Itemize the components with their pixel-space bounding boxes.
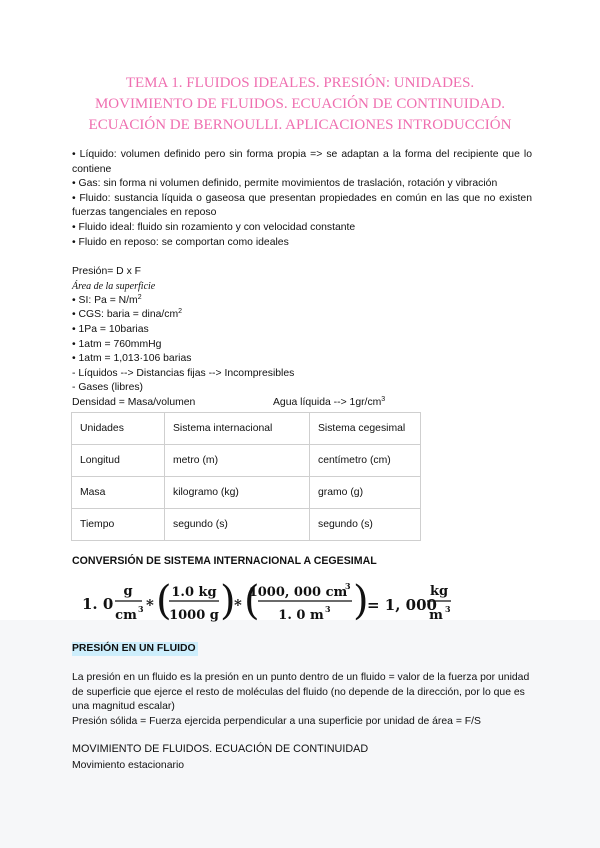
table-cell: Masa: [72, 477, 165, 509]
formula-result: = 1, 000: [367, 596, 437, 614]
bullet-fluido-reposo: • Fluido en reposo: se comportan como ideales: [72, 236, 289, 248]
unit-cgs: [72, 308, 182, 323]
table-row: [72, 445, 421, 477]
unit-cgs-text: • CGS: baria = dina/cm: [72, 309, 179, 320]
unit-si: [72, 294, 142, 309]
unit-atm-mmhg: • 1atm = 760mmHg: [72, 339, 162, 350]
formula-f3-num: 1000, 000 cm: [248, 585, 348, 600]
bullet-fluido: • Fluido: sustancia líquida o gaseosa que presentan propiedades en común en las que no existen fuerzas tangenciales en reposo: [72, 192, 532, 219]
water-density: [273, 396, 385, 411]
table-row: [72, 509, 421, 541]
formula-f1-den: cm: [115, 608, 137, 623]
unit-si-text: • SI: Pa = N/m: [72, 295, 138, 306]
gases-note: - Gases (libres): [72, 382, 144, 393]
conversion-title: CONVERSIÓN DE SISTEMA INTERNACIONAL A CEGESIMAL: [72, 555, 377, 567]
title-line-2: MOVIMIENTO DE FLUIDOS. ECUACIÓN DE CONTINUIDAD.: [94, 96, 506, 112]
formula-result-den: m: [429, 608, 443, 623]
definitions-list: [72, 148, 532, 250]
table-cell: segundo (s): [165, 509, 310, 541]
table-row: [72, 477, 421, 509]
formula-star-1: *: [146, 596, 154, 614]
formula-result-num: kg: [429, 584, 449, 599]
conversion-formula: [82, 578, 462, 626]
bullet-gas: • Gas: sin forma ni volumen definido, permite movimientos de traslación, rotación y vibración: [72, 178, 498, 190]
section-heading-presion-fluido: PRESIÓN EN UN FLUIDO: [72, 643, 196, 654]
table-cell: kilogramo (kg): [165, 477, 310, 509]
liquids-note: - Líquidos --> Distancias fijas --> Incompresibles: [72, 368, 295, 379]
movement-subtitle: Movimiento estacionario: [72, 760, 185, 771]
movement-section-title: MOVIMIENTO DE FLUIDOS. ECUACIÓN DE CONTINUIDAD: [72, 743, 369, 755]
unit-pa-barias: • 1Pa = 10barias: [72, 324, 149, 335]
unit-si-exponent: 2: [137, 294, 142, 301]
bullet-liquido: • Líquido: volumen definido pero sin forma propia => se adaptan a la forma del recipiente que lo contiene: [72, 149, 532, 175]
formula-f1-exp: 3: [138, 604, 144, 614]
fluid-pressure-paragraph: La presión en un fluido es la presión en un punto dentro de un fluido = valor de la fuerza por unidad de superficie que ejerce el resto de moléculas del fluido (no depende de la dirección, por lo que es una magnitud escalar): [72, 672, 530, 713]
formula-result-exp: 3: [445, 604, 451, 614]
formula-paren-close-2: ): [353, 578, 369, 624]
bullet-fluido-ideal: • Fluido ideal: fluido sin rozamiento y con velocidad constante: [72, 221, 356, 233]
formula-star-2: *: [234, 596, 242, 614]
formula-f3-den: 1. 0 m: [278, 608, 324, 623]
table-cell: metro (m): [165, 445, 310, 477]
formula-f2-den: 1000 g: [169, 608, 219, 623]
unit-atm-barias: • 1atm = 1,013·106 barias: [72, 353, 192, 364]
title-line-3: ECUACIÓN DE BERNOULLI. APLICACIONES INTRODUCCIÓN: [88, 117, 512, 133]
table-cell: segundo (s): [310, 509, 421, 541]
table-header-cell: Sistema internacional: [165, 413, 310, 445]
formula-f2-num: 1.0 kg: [171, 585, 217, 600]
density-definition: Densidad = Masa/volumen: [72, 397, 196, 408]
water-density-text: Agua líquida --> 1gr/cm: [273, 397, 382, 408]
formula-f3-exp: 3: [345, 581, 351, 591]
unit-cgs-exponent: 2: [178, 308, 183, 315]
table-header-cell: Sistema cegesimal: [310, 413, 421, 445]
fluid-pressure-text: [72, 671, 532, 729]
units-table: [71, 412, 421, 541]
table-cell: centímetro (cm): [310, 445, 421, 477]
pressure-denominator: Área de la superficie: [72, 281, 156, 292]
table-cell: Tiempo: [72, 509, 165, 541]
table-cell: Longitud: [72, 445, 165, 477]
document-title: [60, 73, 540, 136]
formula-f1-num: g: [123, 584, 133, 599]
pressure-formula: Presión= D x F: [72, 266, 142, 277]
formula-paren-open-2: (: [244, 578, 260, 624]
table-header-cell: Unidades: [72, 413, 165, 445]
formula-paren-open-1: (: [156, 578, 172, 624]
formula-lead: 1. 0: [82, 595, 114, 613]
solid-pressure-line: Presión sólida = Fuerza ejercida perpendicular a una superficie por unidad de área = F/S: [72, 715, 481, 727]
water-density-exponent: 3: [381, 396, 386, 403]
table-header-row: [72, 413, 421, 445]
title-line-1: TEMA 1. FLUIDOS IDEALES. PRESIÓN: UNIDADES.: [125, 75, 475, 91]
formula-paren-close-1: ): [220, 578, 236, 624]
formula-f3-den-exp: 3: [325, 604, 331, 614]
table-cell: gramo (g): [310, 477, 421, 509]
